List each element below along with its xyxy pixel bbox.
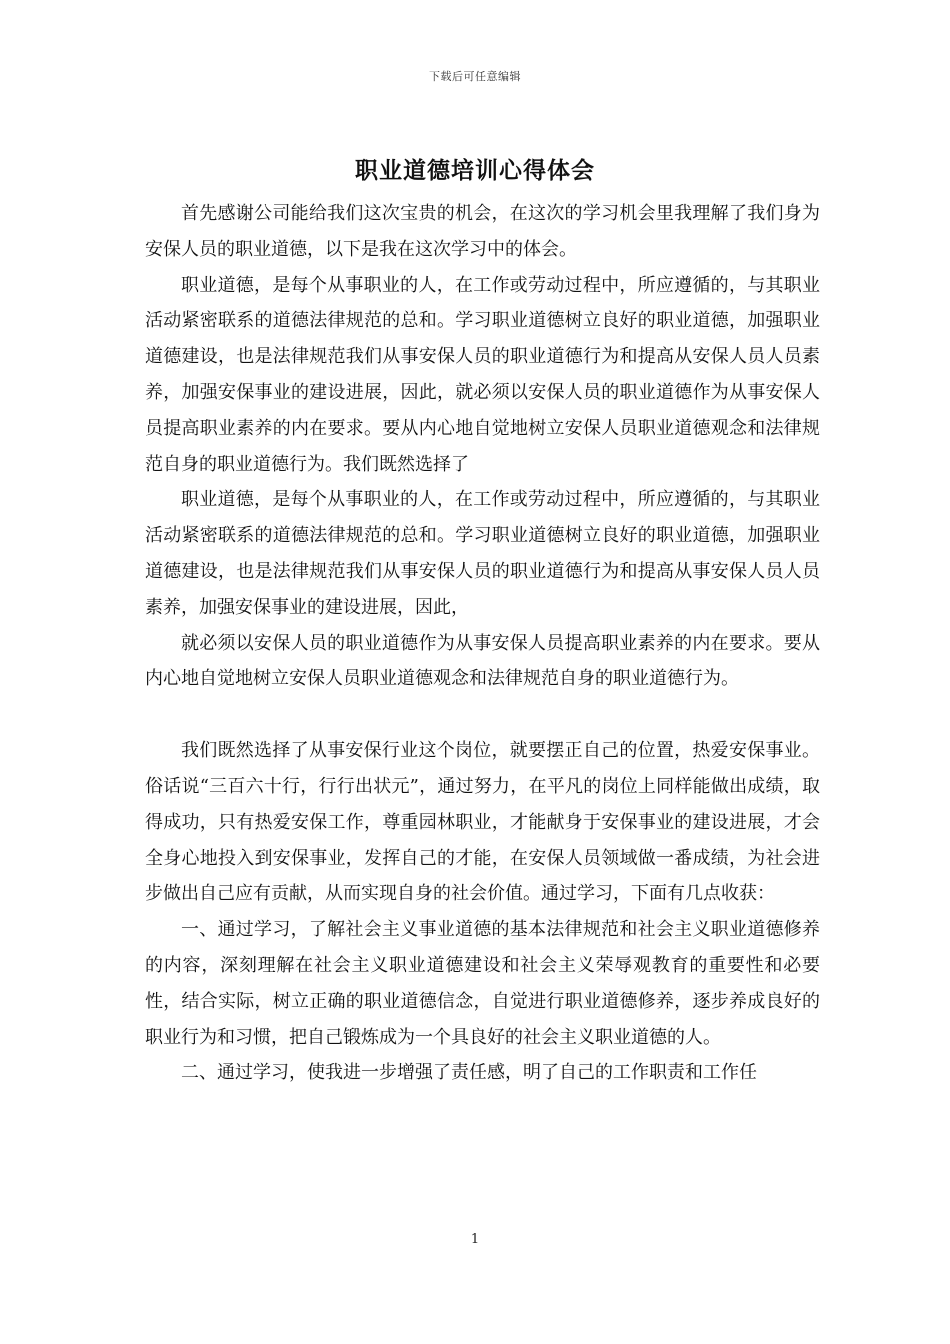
paragraph-4: 就必须以安保人员的职业道德作为从事安保人员提高职业素养的内在要求。要从内心地自觉地树立安保人员职业道德观念和法律规范自身的职业道德行为。 (145, 632, 820, 690)
paragraph-1: 首先感谢公司能给我们这次宝贵的机会，在这次的学习机会里我理解了我们身为安保人员的职业道德，以下是我在这次学习中的体会。 (145, 203, 820, 260)
document-title: 职业道德培训心得体会 (355, 157, 595, 184)
paragraph-5: 我们既然选择了从事安保行业这个岗位，就要摆正自己的位置，热爱安保事业。俗话说“三百六十行，行行出状元”，通过努力，在平凡的岗位上同样能做出成绩，取得成功，只有热爱安保工作，尊重园林职业，才能献身于安保事业的建设进展，才会全身心地投入到安保事业，发挥自己的才能，在安保人员领域做一番成绩，为社会进步做出自己应有贡献，从而实现自身的社会价值。通过学习，下面有几点收获： (145, 740, 820, 905)
paragraph-7: 二、通过学习，使我进一步增强了责任感，明了自己的工作职责和工作任 (181, 1062, 757, 1084)
paragraph-6: 一、通过学习，了解社会主义事业道德的基本法律规范和社会主义职业道德修养的内容，深刻理解在社会主义职业道德建设和社会主义荣辱观教育的重要性和必要性，结合实际，树立正确的职业道德信念，自觉进行职业道德修养，逐步养成良好的职业行为和习惯，把自己锻炼成为一个具良好的社会主义职业道德的人。 (145, 919, 820, 1048)
paragraph-gap (145, 697, 820, 733)
document-body (145, 196, 820, 1091)
paragraph-3: 职业道德，是每个从事职业的人，在工作或劳动过程中，所应遵循的，与其职业活动紧密联系的道德法律规范的总和。学习职业道德树立良好的职业道德，加强职业道德建设，也是法律规范我们从事安保人员的职业道德行为和提高从事安保人员人员素养，加强安保事业的建设进展，因此， (145, 489, 820, 618)
page-number: 1 (470, 1232, 480, 1247)
header-note: 下载后可任意编辑 (429, 70, 521, 83)
paragraph-2: 职业道德，是每个从事职业的人，在工作或劳动过程中，所应遵循的，与其职业活动紧密联系的道德法律规范的总和。学习职业道德树立良好的职业道德，加强职业道德建设，也是法律规范我们从事安保人员的职业道德行为和提高从安保人员人员素养，加强安保事业的建设进展，因此，就必须以安保人员的职业道德作为从事安保人员提高职业素养的内在要求。要从内心地自觉地树立安保人员职业道德观念和法律规范自身的职业道德行为。我们既然选择了 (145, 274, 820, 475)
